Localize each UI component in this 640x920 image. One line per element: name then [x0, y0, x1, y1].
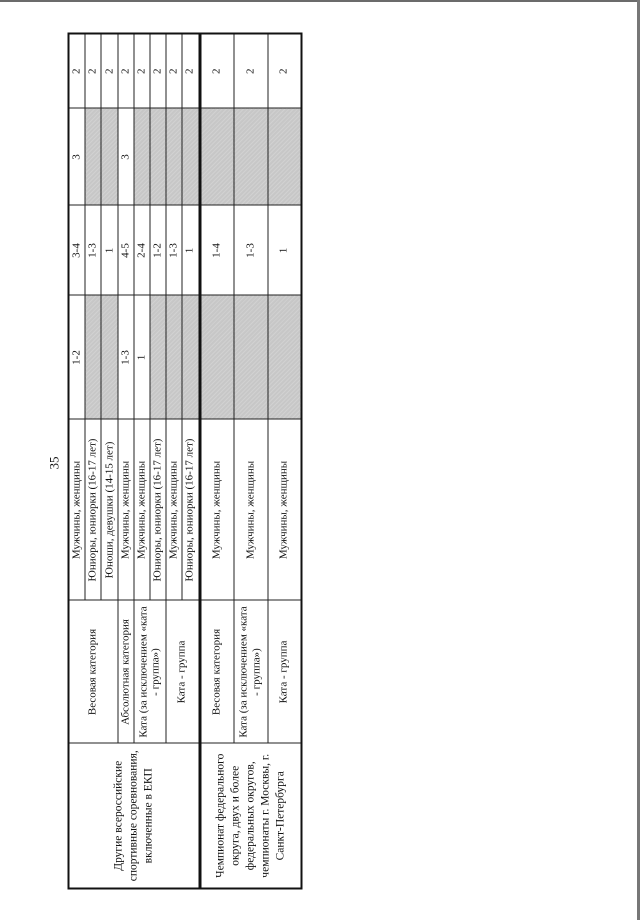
- competition-cell: Чемпионат федерального округа, двух и более федеральных округов, чемпионаты г. Москвы, г. Санкт-Петербурга: [199, 743, 301, 888]
- age-group-cell: Юноши, девушки (14-15 лет): [101, 419, 117, 600]
- shaded-cell: [182, 108, 199, 205]
- qualification-table: [67, 32, 302, 889]
- value-cell: 1-3: [165, 205, 181, 295]
- discipline-cell: Ката (за исключением «ката - группа»): [233, 600, 267, 743]
- shaded-cell: [199, 295, 233, 419]
- shaded-cell: [267, 295, 301, 419]
- shaded-cell: [149, 295, 165, 419]
- age-group-cell: Юниоры, юниорки (16-17 лет): [182, 419, 199, 600]
- value-cell: 4-5: [117, 205, 133, 295]
- value-cell: 1-3: [117, 295, 133, 419]
- age-group-cell: Мужчины, женщины: [233, 419, 267, 600]
- discipline-cell: Весовая категория: [199, 600, 233, 743]
- shaded-cell: [149, 108, 165, 205]
- shaded-cell: [101, 295, 117, 419]
- value-cell: 1-2: [68, 295, 85, 419]
- discipline-cell: Абсолютная категория: [117, 600, 133, 743]
- value-cell: 2: [149, 33, 165, 108]
- discipline-cell: Ката - группа: [267, 600, 301, 743]
- value-cell: 2: [101, 33, 117, 108]
- shaded-cell: [133, 108, 149, 205]
- value-cell: 3: [68, 108, 85, 205]
- value-cell: 2: [165, 33, 181, 108]
- discipline-cell: Ката - группа: [165, 600, 199, 743]
- page-number: 35: [46, 456, 62, 470]
- value-cell: 1-3: [85, 205, 101, 295]
- value-cell: 2: [267, 33, 301, 108]
- shaded-cell: [101, 108, 117, 205]
- shaded-cell: [233, 295, 267, 419]
- value-cell: 2: [68, 33, 85, 108]
- shaded-cell: [182, 295, 199, 419]
- value-cell: 2-4: [133, 205, 149, 295]
- shaded-cell: [165, 295, 181, 419]
- shaded-cell: [85, 295, 101, 419]
- value-cell: 1: [267, 205, 301, 295]
- value-cell: 2: [199, 33, 233, 108]
- value-cell: 3: [117, 108, 133, 205]
- value-cell: 1: [133, 295, 149, 419]
- shaded-cell: [85, 108, 101, 205]
- shaded-cell: [165, 108, 181, 205]
- age-group-cell: Мужчины, женщины: [267, 419, 301, 600]
- discipline-cell: Весовая категория: [68, 600, 117, 743]
- value-cell: 1: [101, 205, 117, 295]
- shaded-cell: [199, 108, 233, 205]
- table-row: [199, 33, 233, 888]
- value-cell: 1-3: [233, 205, 267, 295]
- shaded-cell: [267, 108, 301, 205]
- value-cell: 2: [85, 33, 101, 108]
- value-cell: 2: [182, 33, 199, 108]
- value-cell: 2: [133, 33, 149, 108]
- discipline-cell: Ката (за исключением «ката - группа»): [133, 600, 165, 743]
- age-group-cell: Юниоры, юниорки (16-17 лет): [149, 419, 165, 600]
- value-cell: 1-4: [199, 205, 233, 295]
- value-cell: 1-2: [149, 205, 165, 295]
- rotated-table-container: [67, 34, 302, 889]
- age-group-cell: Мужчины, женщины: [165, 419, 181, 600]
- competition-cell: Другие всероссийские спортивные соревнования, включенные в ЕКП: [68, 743, 199, 888]
- scan-edge-top: [0, 0, 640, 2]
- shaded-cell: [233, 108, 267, 205]
- age-group-cell: Мужчины, женщины: [199, 419, 233, 600]
- age-group-cell: Мужчины, женщины: [117, 419, 133, 600]
- value-cell: 1: [182, 205, 199, 295]
- value-cell: 2: [233, 33, 267, 108]
- value-cell: 2: [117, 33, 133, 108]
- age-group-cell: Юниоры, юниорки (16-17 лет): [85, 419, 101, 600]
- age-group-cell: Мужчины, женщины: [133, 419, 149, 600]
- age-group-cell: Мужчины, женщины: [68, 419, 85, 600]
- value-cell: 3-4: [68, 205, 85, 295]
- table-row: [68, 33, 85, 888]
